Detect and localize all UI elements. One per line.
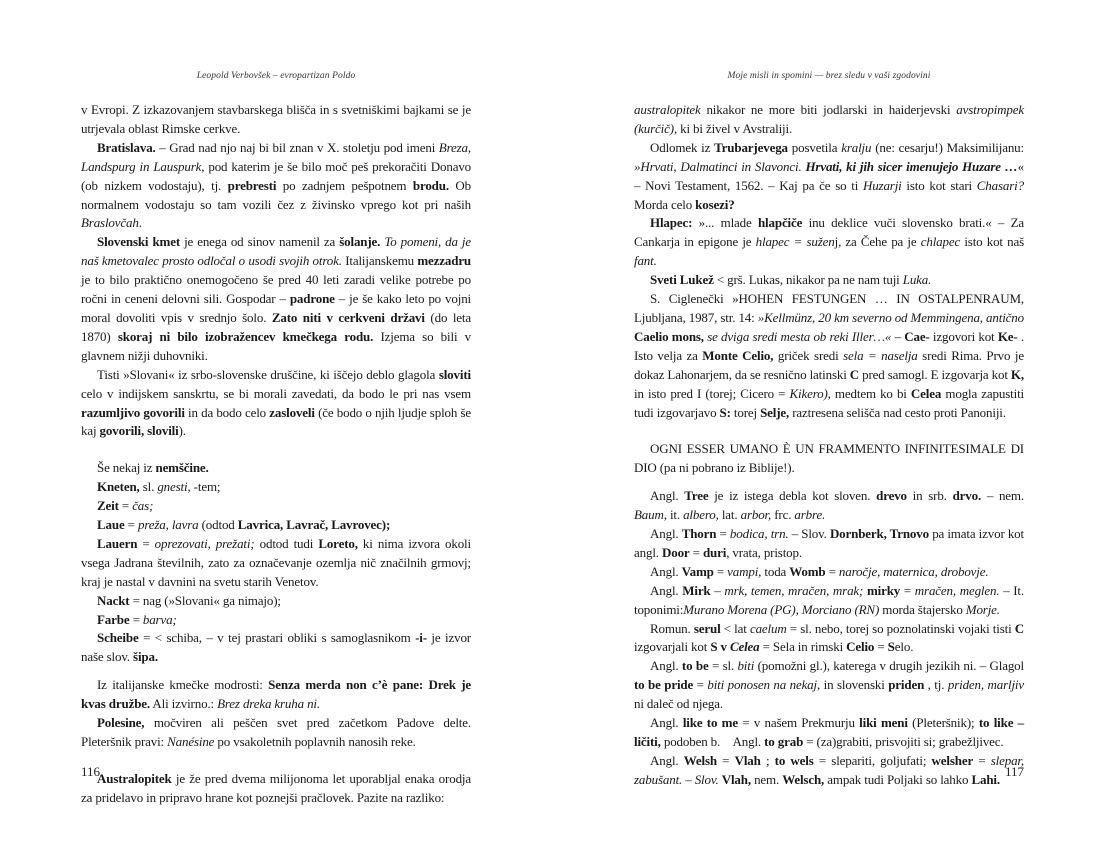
- paragraph: Angl. like to me = v našem Prekmurju liki meni (Pleteršnik); to like – ličiti, podoben b. Angl. to grab = (za)grabiti, prisvojiti si; grabežljivec.: [634, 715, 1025, 749]
- paragraph: Farbe = barva;: [97, 611, 177, 627]
- paragraph: Odlomek iz Trubarjevega posvetila kralju (ne: cesarju!) Maksimilijanu: »Hrvati, Dalmatinci in Slavonci. Hrvati, ki jih sicer imenujejo Huzare …« – Novi Testament, 1562. – Kaj pa če so ti Huzarji isto kot stari Chasari? Morda celo kosezi?: [634, 139, 1025, 212]
- paragraph: Še nekaj iz nemščine.: [97, 460, 209, 476]
- paragraph: Angl. Tree je iz istega debla kot sloven. drevo in srb. drvo. – nem. Baum, it. albero, lat. arbor, frc. arbre.: [634, 488, 1024, 523]
- right-page-body: [634, 101, 1024, 790]
- paragraph: Scheibe = < schiba, – v tej prastari obliki s samoglasnikom -i- je izvor naše slov. šipa.: [81, 630, 471, 665]
- paragraph: Sveti Lukež < grš. Lukas, nikakor pa ne nam tuji Luka.: [650, 272, 932, 288]
- left-page: [81, 0, 471, 850]
- paragraph: Laue = preža, lavra (odtod Lavrica, Lavrač, Lavrovec);: [97, 517, 391, 533]
- paragraph: Angl. Welsh = Vlah ; to wels = slepariti, goljufati; welsher = slepar, zabušant. – Slov. Vlah, nem. Welsch, ampak tudi Poljaki so lahko Lahi.: [634, 752, 1024, 787]
- right-page: [634, 0, 1024, 850]
- paragraph: Bratislava. – Grad nad njo naj bi bil znan v X. stoletju pod imeni Breza, Landspurg in Lauspurk, pod katerim je še bilo moč peš prekoračiti Donavo (ob nizkem vodostaju), tj. prebresti po zadnjem pešpotnem brodu. Ob normalnem vodostaju so tam vozili čez z živinsko vprego kot pri naših Braslovčah.: [81, 139, 472, 231]
- paragraph: Angl. Thorn = bodica, trn. – Slov. Dornberk, Trnovo pa imata izvor kot angl. Door = duri, vrata, pristop.: [634, 526, 1024, 560]
- left-page-body: [81, 101, 471, 808]
- paragraph: Tisti »Slovani« iz srbo-slovenske druščine, ki iščejo deblo glagola sloviti celo v indijskem sanskrtu, se bi morali zavedati, da bodo le pri nas vsem razumljivo govorili in da bodo celo zasloveli (če bodo o njih ljudje sploh še kaj govorili, slovili).: [81, 366, 472, 439]
- paragraph: v Evropi. Z izkazovanjem stavbarskega blišča in s svetniškimi bajkami se je utrjevala oblast Rimske cerkve.: [81, 102, 471, 136]
- paragraph: Iz italijanske kmečke modrosti: Senza merda non c’è pane: Drek je kvas družbe. Ali izvirno.: Brez dreka kruha ni.: [81, 677, 471, 712]
- right-page-number: 117: [1004, 764, 1024, 779]
- paragraph: Slovenski kmet je enega od sinov namenil za šolanje. To pomeni, da je naš kmetovalec prosto odločal o usodi svojih otrok. Italijanskemu mezzadru je to bilo praktično onemogočeno še pred 40 leti zaradi velike potrebe po ročni in ceneni delovni sili. Gospodar – padrone – je še kako leto po vojni moral dovoliti vpis v srednjo šolo. Zato niti v cerkveni državi (do leta 1870) skoraj ni bilo izobražencev kmečkega rodu. Izjema so bili v glavnem nižji duhovniki.: [81, 234, 472, 363]
- paragraph: Hlapec: »... mlade hlapčiče inu deklice vuči slovensko brati.« – Za Cankarja in epigone je hlapec = suženj, za Čehe pa je chlapec isto kot naš fant.: [634, 215, 1025, 269]
- paragraph: Angl. Vamp = vampi, toda Womb = naročje, maternica, drobovje.: [650, 563, 989, 579]
- paragraph: S. Ciglenečki »HOHEN FESTUNGEN … IN OSTALPENRAUM, Ljubljana, 1987, str. 14: »Kellmünz, 20 km severno od Memmingena, antično Caelio mons, se dviga sredi mesta ob reki Iller…« – Cae- izgovori kot Ke- . Isto velja za Monte Celio, griček sredi sela = naselja sredi Rima. Prvo je dokaz Lahonarjem, da se resnično latinski C pred samogl. E izgovarja kot K, in isto pred I (torej; Cicero = Kikero), medtem ko bi Celea mogla zapustiti tudi izgovarjavo S: torej Selje, raztresena selišča nad cesto proti Panoniji.: [634, 291, 1024, 420]
- paragraph: Australopitek je že pred dvema milijonoma let uporabljal enaka orodja za pridelavo in pripravo hrane kot poznejši pračlovek. Pazite na razliko:: [81, 770, 471, 805]
- paragraph: OGNI ESSER UMANO È UN FRAMMENTO INFINITESIMALE DI DIO (pa ni pobrano iz Biblije!).: [634, 441, 1024, 476]
- paragraph: Romun. serul < lat caelum = sl. nebo, torej so poznolatinski vojaki tisti C izgovarjali kot S v Celea = Sela in rimski Celio = Selo.: [634, 620, 1025, 655]
- paragraph: Kneten, sl. gnesti, -tem;: [97, 479, 221, 495]
- left-running-head: Leopold Verbovšek – evropartizan Poldo: [196, 71, 356, 81]
- paragraph: Angl. to be = sl. biti (pomožni gl.), katerega v drugih jezikih ni. – Glagol to be pride = biti ponosen na nekaj, in slovenski priden , tj. priden, marljiv ni daleč od njega.: [634, 658, 1024, 712]
- paragraph: Lauern = oprezovati, prežati; odtod tudi Loreto, ki nima izvora okoli vsega Jadrana številnih, zato za označevanje ozemlja nič značilnih grmovj; kraj je nastal v davnini na svetu starih Venetov.: [81, 535, 471, 589]
- paragraph: Zeit = čas;: [97, 498, 154, 514]
- paragraph: Angl. Mirk – mrk, temen, mračen, mrak; mirky = mračen, meglen. – It. toponimi:Murano Morena (PG), Morciano (RN) morda štajersko Morje.: [634, 582, 1024, 617]
- paragraph: australopitek nikakor ne more biti jodlarski in haiderjevski avstropimpek (kurčič), ki bi živel v Avstraliji.: [634, 102, 1024, 136]
- paragraph: Nackt = nag (»Slovani« ga nimajo);: [97, 592, 281, 608]
- right-running-head: Moje misli in spomini — brez sledu v vaši zgodovini: [727, 71, 931, 81]
- left-page-number: 116: [81, 764, 101, 779]
- paragraph: Polesine, močviren ali peščen svet pred začetkom Padove delte. Pleteršnik pravi: Nanésine po vsakoletnih poplavnih nanosih reke.: [81, 715, 471, 749]
